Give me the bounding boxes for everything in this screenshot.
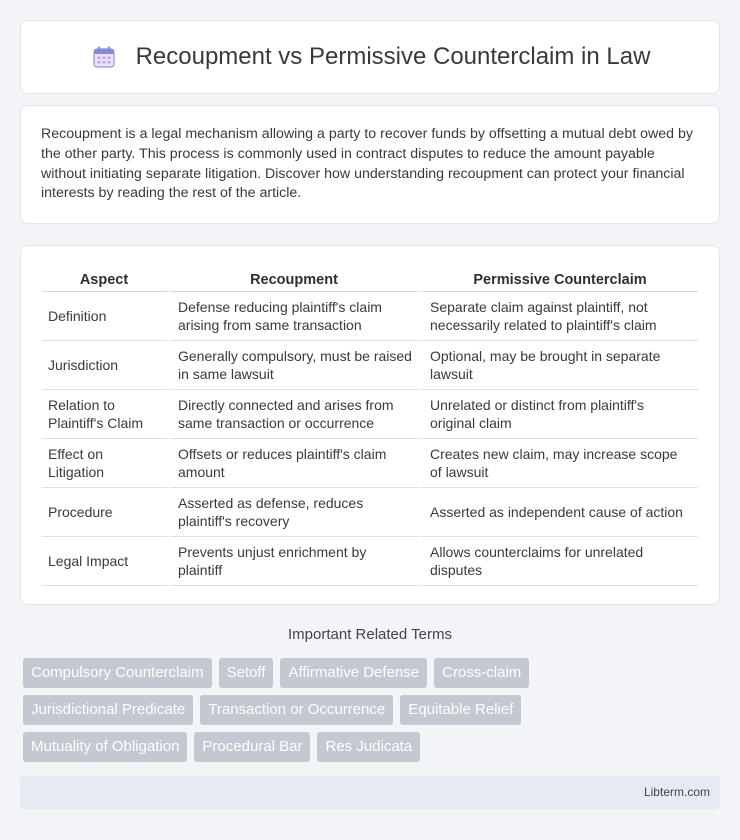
table-row (42, 537, 698, 586)
title-card (20, 20, 720, 94)
tag-jurisdictional-predicate[interactable]: Jurisdictional Predicate (23, 695, 193, 725)
tag-mutuality-of-obligation[interactable]: Mutuality of Obligation (23, 732, 187, 762)
calendar-icon (90, 43, 118, 71)
row-recoupment: Generally compulsory, must be raised in same lawsuit (170, 341, 422, 390)
row-aspect: Effect on Litigation (42, 439, 170, 488)
row-permissive: Separate claim against plaintiff, not necessarily related to plaintiff's claim (422, 292, 698, 341)
tag-equitable-relief[interactable]: Equitable Relief (400, 695, 521, 725)
tag-row (23, 695, 723, 725)
tag-cross-claim[interactable]: Cross-claim (434, 658, 529, 688)
tag-res-judicata[interactable]: Res Judicata (317, 732, 420, 762)
row-recoupment: Offsets or reduces plaintiff's claim amount (170, 439, 422, 488)
comparison-card (20, 245, 720, 605)
page-title: Recoupment vs Permissive Counterclaim in Law (135, 43, 651, 70)
comparison-table (42, 264, 698, 586)
footer-site-link[interactable]: Libterm.com (643, 785, 710, 799)
row-recoupment: Asserted as defense, reduces plaintiff's recovery (170, 488, 422, 537)
row-permissive: Allows counterclaims for unrelated disputes (422, 537, 698, 586)
row-aspect: Definition (42, 292, 170, 341)
row-aspect: Relation to Plaintiff's Claim (42, 390, 170, 439)
row-permissive: Optional, may be brought in separate lawsuit (422, 341, 698, 390)
table-row (42, 341, 698, 390)
table-row (42, 390, 698, 439)
row-recoupment: Defense reducing plaintiff's claim arising from same transaction (170, 292, 422, 341)
header-permissive-counterclaim: Permissive Counterclaim (422, 264, 698, 292)
tag-procedural-bar[interactable]: Procedural Bar (194, 732, 310, 762)
footer (20, 776, 720, 809)
tag-row (23, 658, 723, 688)
tag-setoff[interactable]: Setoff (219, 658, 274, 688)
row-permissive: Asserted as independent cause of action (422, 488, 698, 537)
intro-card (20, 105, 720, 224)
intro-text: Recoupment is a legal mechanism allowing a party to recover funds by offsetting a mutual debt owed by the other party. This process is commonly used in contract disputes to reduce the amount payable without initiating separate litigation. Discover how understanding recoupment can protect your financial interests by reading the rest of the article. (41, 126, 693, 202)
row-recoupment: Prevents unjust enrichment by plaintiff (170, 537, 422, 586)
row-aspect: Legal Impact (42, 537, 170, 586)
row-aspect: Jurisdiction (42, 341, 170, 390)
tag-compulsory-counterclaim[interactable]: Compulsory Counterclaim (23, 658, 212, 688)
tag-affirmative-defense[interactable]: Affirmative Defense (280, 658, 427, 688)
row-permissive: Unrelated or distinct from plaintiff's original claim (422, 390, 698, 439)
related-terms-heading: Important Related Terms (288, 626, 452, 643)
header-recoupment: Recoupment (170, 264, 422, 292)
table-header-row (42, 264, 698, 292)
table-row (42, 439, 698, 488)
row-recoupment: Directly connected and arises from same transaction or occurrence (170, 390, 422, 439)
row-permissive: Creates new claim, may increase scope of lawsuit (422, 439, 698, 488)
header-aspect: Aspect (42, 264, 170, 292)
table-row (42, 488, 698, 537)
table-row (42, 292, 698, 341)
row-aspect: Procedure (42, 488, 170, 537)
related-terms-list (23, 658, 723, 769)
tag-transaction-or-occurrence[interactable]: Transaction or Occurrence (200, 695, 393, 725)
tag-row (23, 732, 723, 762)
